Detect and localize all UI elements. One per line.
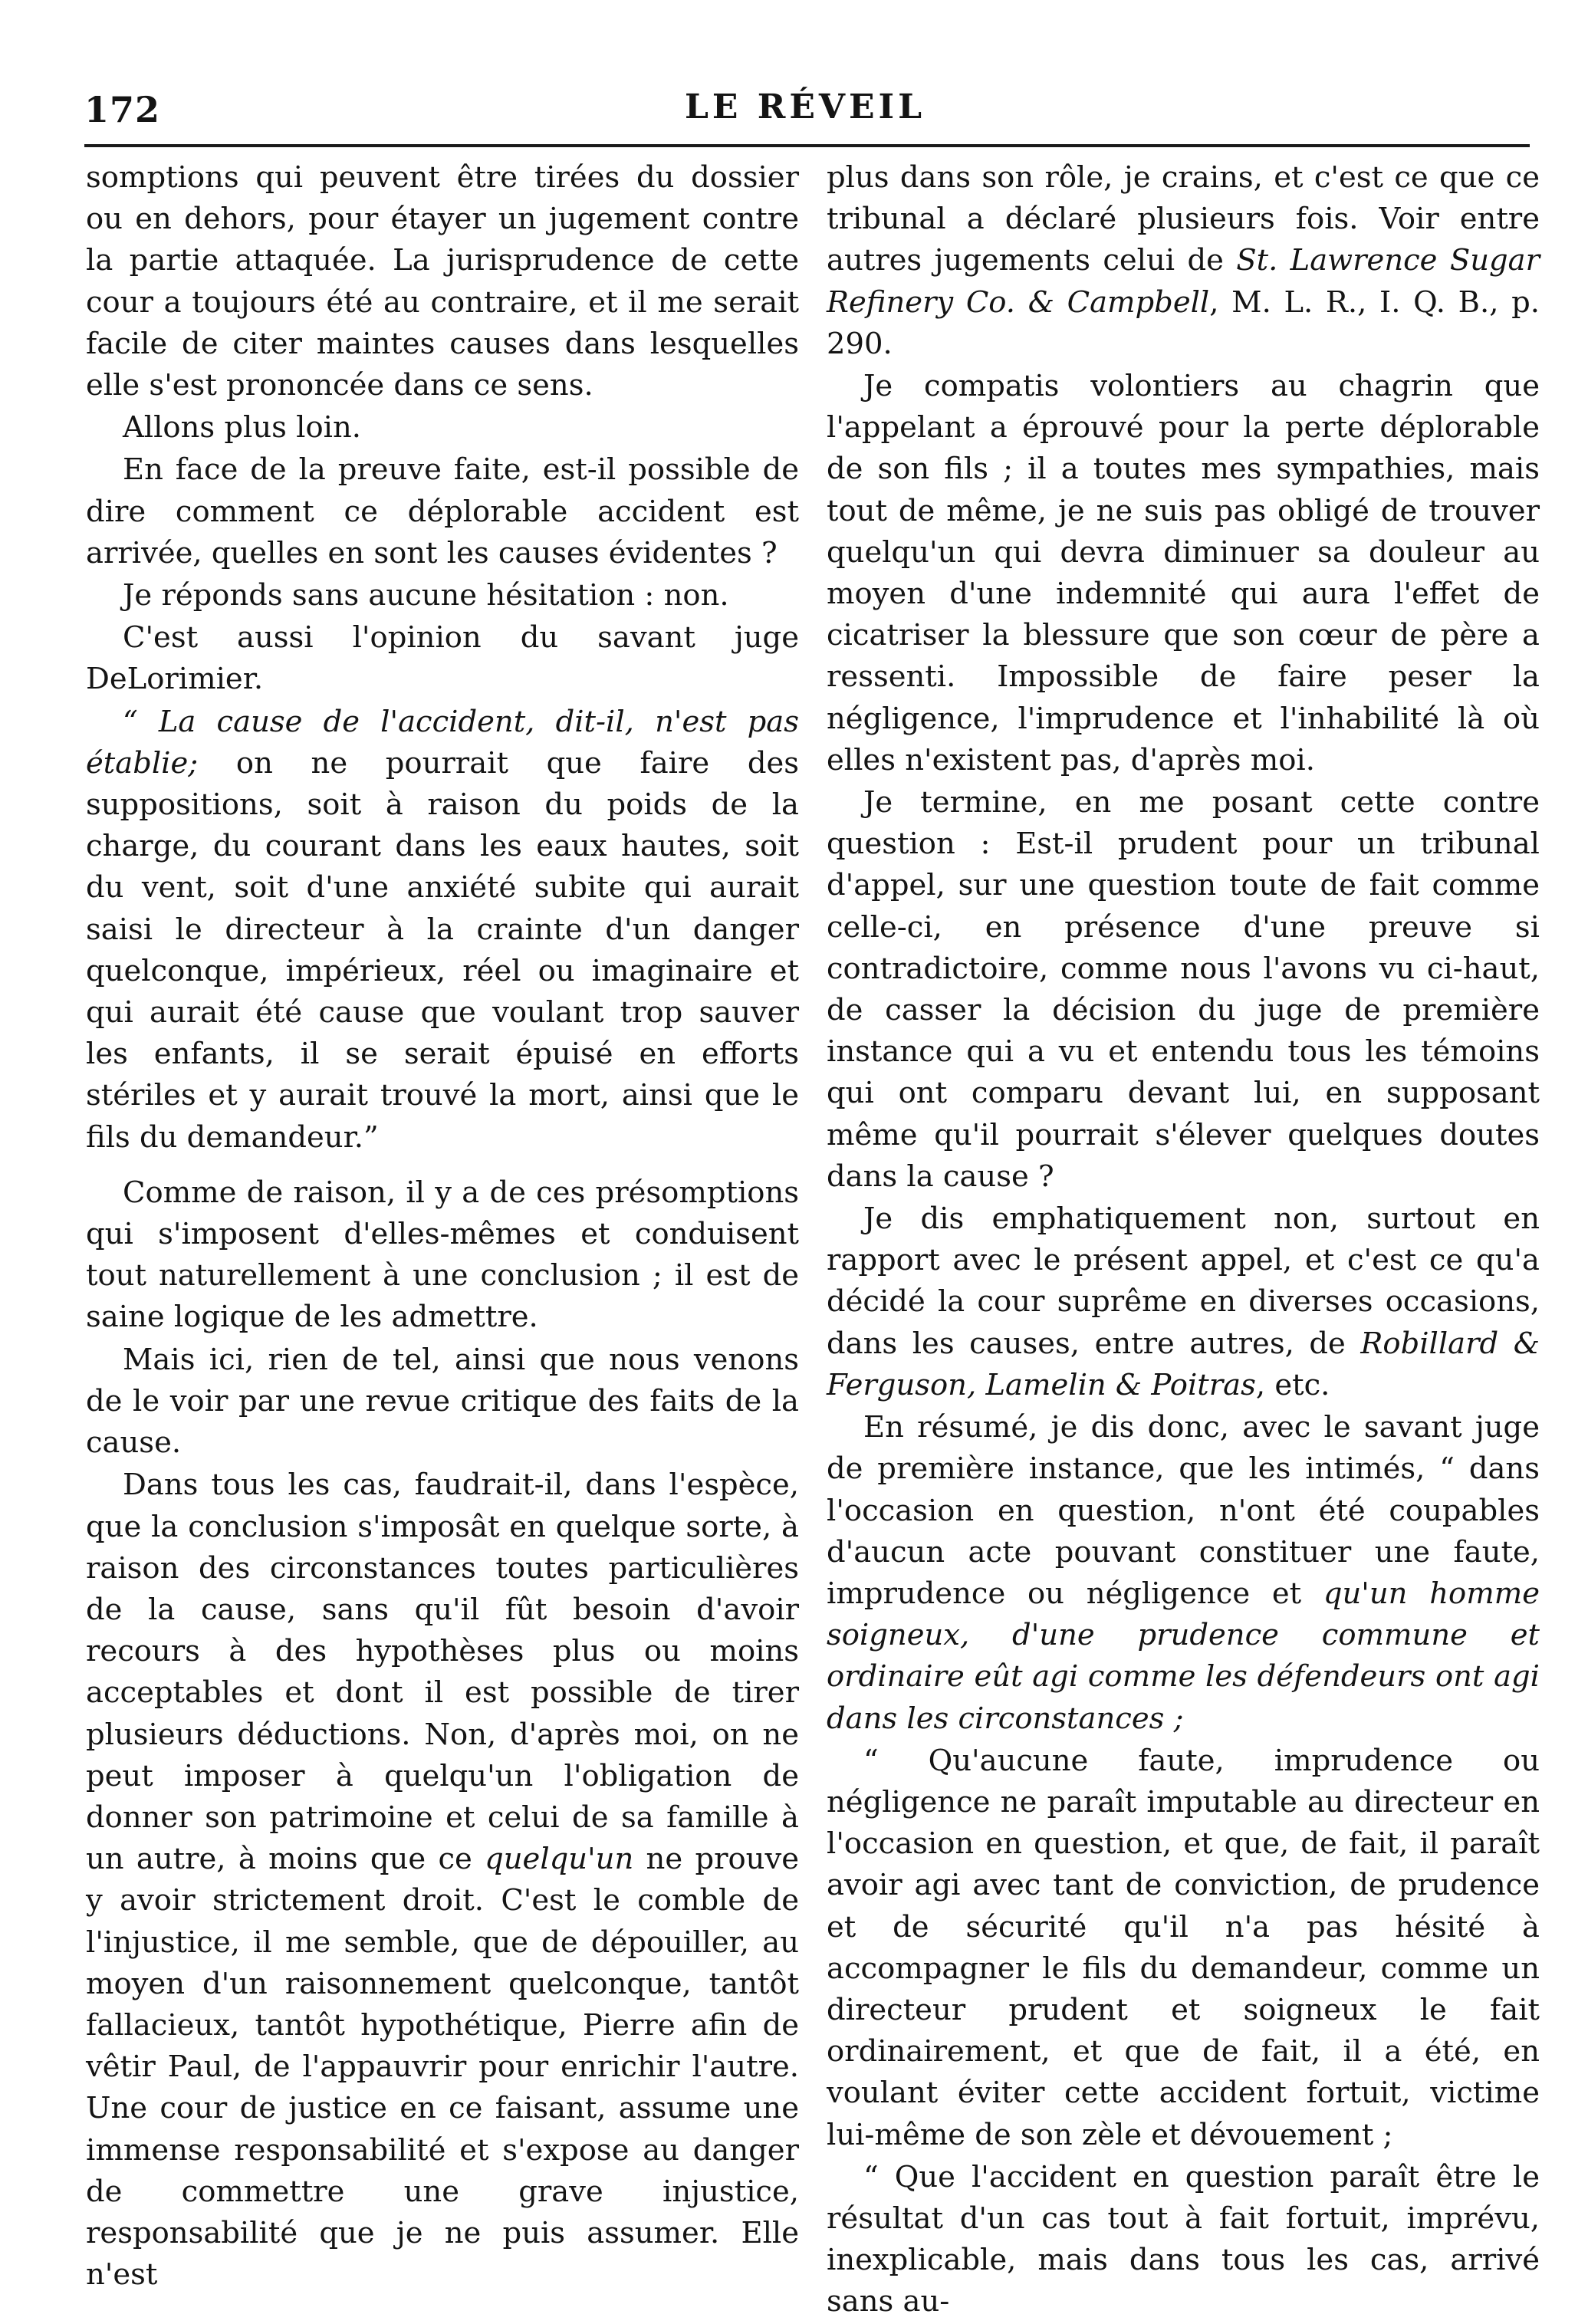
paragraph xyxy=(86,575,799,616)
paragraph-text: somptions qui peuvent être tirées du dossier ou en dehors, pour étayer un jugement contre la partie attaquée. La jurisprudence de cette cour a toujours été au contraire, et il me serait facile de citer maintes causes dans lesquelles elle s'est prononcée dans ce sens. xyxy=(86,160,799,403)
paragraph-text: Dans tous les cas, faudrait-il, dans l'espèce, que la conclusion s'imposât en quelque sorte, à raison des circonstances toutes particulières de la cause, sans qu'il fût besoin d'avoir recours à des hypothèses plus ou moins acceptables et dont il est possible de tirer plusieurs déductions. Non, d'après moi, on ne peut imposer à quelqu'un l'obligation de donner son patrimoine et celui de sa famille à un autre, à moins que ce xyxy=(86,1468,799,1877)
paragraph-text: Je réponds sans aucune hésitation : non. xyxy=(123,578,729,613)
paragraph-text: “ Qu'aucune faute, imprudence ou négligence ne paraît imputable au directeur en l'occasion en question, et que, de fait, il paraît avoir agi avec tant de conviction, de prudence et de sécurité qu'il n'a pas hésité à accompagner le fils du demandeur, comme un directeur prudent et soigneux le fait ordinairement, et que de fait, il a été, en voulant éviter cette accident fortuit, victime lui-même de son zèle et dévouement ; xyxy=(827,1743,1540,2152)
paragraph-text: En résumé, je dis donc, avec le savant juge de première instance, que les intimés, “ dans l'occasion en question, n'ont été coupables d'aucun acte pouvant constituer une faute, imprudence ou négligence et xyxy=(827,1410,1540,1611)
italic-text: qu'un homme soigneux, d'une prudence commune et ordinaire eût agi comme les défendeurs ont agi dans les circonstances ; xyxy=(827,1576,1540,1736)
paragraph xyxy=(86,1172,799,1339)
paragraph xyxy=(86,1464,799,2296)
paragraph-text: , M. L. R., I. Q. B., p. 290. xyxy=(827,284,1540,361)
paragraph xyxy=(86,1340,799,1464)
paragraph xyxy=(827,1407,1540,1740)
case-citation: St. Lawrence Sugar Refinery Co. & Campbell xyxy=(827,243,1540,320)
header-rule xyxy=(84,144,1530,147)
quote-paragraph xyxy=(86,702,799,1159)
paragraph xyxy=(827,1198,1540,1406)
running-title: LE RÉVEIL xyxy=(684,87,926,127)
paragraph-text: Allons plus loin. xyxy=(123,410,361,445)
paragraph xyxy=(827,366,1540,781)
paragraph xyxy=(86,617,799,700)
paragraph xyxy=(86,407,799,449)
left-column xyxy=(86,157,799,2296)
paragraph xyxy=(827,782,1540,1198)
paragraph-text: En face de la preuve faite, est-il possible de dire comment ce déplorable accident est arrivée, quelles en sont les causes évidentes ? xyxy=(86,452,799,570)
paragraph xyxy=(86,157,799,406)
paragraph-text: ne prouve y avoir strictement droit. C'est le comble de l'injustice, il me semble, que de dépouiller, au moyen d'un raisonnement quelconque, tantôt fallacieux, tantôt hypothétique, Pierre afin de vêtir Paul, de l'appauvrir pour enrichir l'autre. Une cour de justice en ce faisant, assume une immense responsabilité et s'expose au danger de commettre une grave injustice, responsabilité que je ne puis assumer. Elle n'est xyxy=(86,1842,799,2293)
paragraph-text: Je compatis volontiers au chagrin que l'appelant a éprouvé pour la perte déplorable de son fils ; il a toutes mes sympathies, mais tout de même, je ne suis pas obligé de trouver quelqu'un qui devra diminuer sa douleur au moyen d'une indemnité qui aura l'effet de cicatriser la blessure que son cœur de père a ressenti. Impossible de faire peser la négligence, l'imprudence et l'inhabilité là où elles n'existent pas, d'après moi. xyxy=(827,369,1540,777)
italic-text: quelqu'un xyxy=(485,1842,634,1877)
quote-paragraph xyxy=(827,1741,1540,2156)
paragraph xyxy=(86,449,799,574)
paragraph-text: on ne pourrait que faire des suppositions, soit à raison du poids de la charge, du courant dans les eaux hautes, soit du vent, soit d'une anxiété subite qui aurait saisi le directeur à la crainte d'un danger quelconque, impérieux, réel ou imaginaire et qui aurait été cause que voulant trop sauver les enfants, il se serait épuisé en efforts stériles et y aurait trouvé la mort, ainsi que le fils du demandeur.” xyxy=(86,745,799,1155)
paragraph-text: Mais ici, rien de tel, ainsi que nous venons de le voir par une revue critique des faits de la cause. xyxy=(86,1342,799,1461)
case-citation: Robillard & Ferguson, Lamelin & Poitras xyxy=(827,1326,1540,1402)
paragraph-text: , etc. xyxy=(1255,1367,1330,1402)
paragraph-text: C'est aussi l'opinion du savant juge DeLorimier. xyxy=(86,620,799,697)
page-number: 172 xyxy=(84,89,161,130)
paragraph-text: Je dis emphatiquement non, surtout en rapport avec le présent appel, et c'est ce qu'a décidé la cour suprême en diverses occasions, dans les causes, entre autres, de xyxy=(827,1201,1540,1361)
quote-paragraph xyxy=(827,2157,1540,2323)
quote-italic-text: “ La cause de l'accident, dit-il, n'est pas établie; xyxy=(86,704,799,781)
paragraph-text: Je termine, en me posant cette contre question : Est-il prudent pour un tribunal d'appel, sur une question toute de fait comme celle-ci, en présence d'une preuve si contradictoire, comme nous l'avons vu ci-haut, de casser la décision du juge de première instance qui a vu et entendu tous les témoins qui ont comparu devant lui, en supposant même qu'il pourrait s'élever quelques doutes dans la cause ? xyxy=(827,785,1540,1194)
paragraph-text: plus dans son rôle, je crains, et c'est ce que ce tribunal a déclaré plusieurs fois. Voir entre autres jugements celui de xyxy=(827,160,1540,278)
paragraph-text: “ Que l'accident en question paraît être le résultat d'un cas tout à fait fortuit, imprévu, inexplicable, mais dans tous les cas, arrivé sans au- xyxy=(827,2159,1540,2319)
paragraph-text: Comme de raison, il y a de ces présomptions qui s'imposent d'elles-mêmes et conduisent tout naturellement à une conclusion ; il est de saine logique de les admettre. xyxy=(86,1175,799,1335)
right-column xyxy=(827,157,1540,2324)
paragraph xyxy=(827,157,1540,365)
page-header xyxy=(84,77,1526,138)
